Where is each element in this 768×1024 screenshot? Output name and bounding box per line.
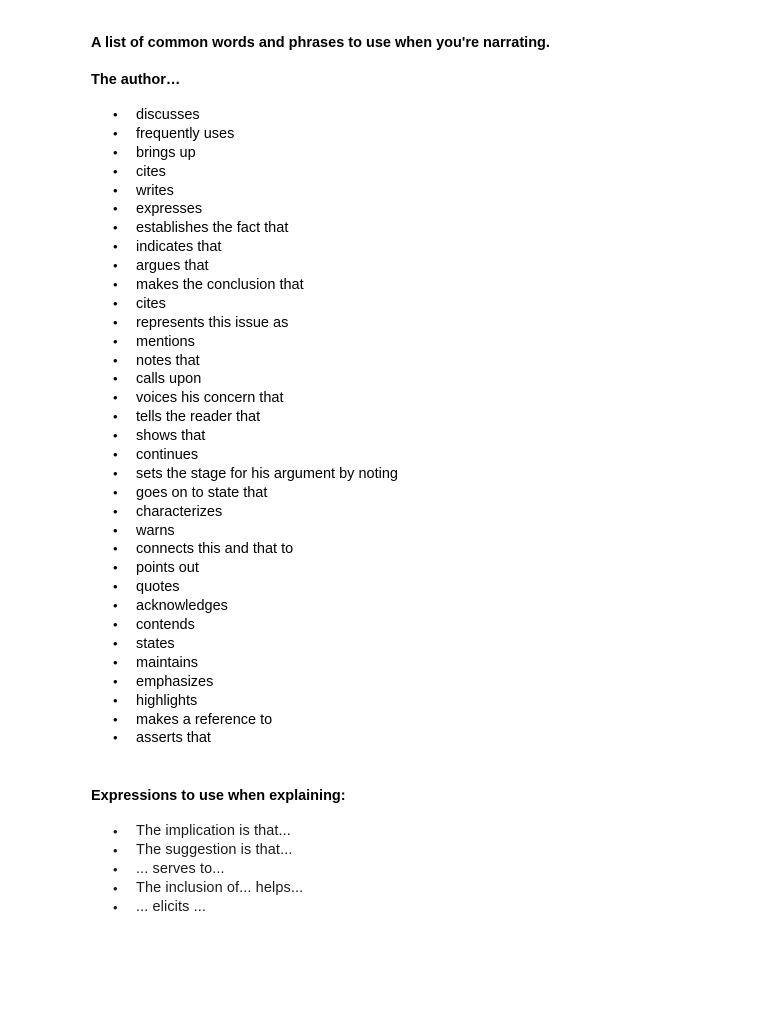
list-item-text: ... serves to... [136, 861, 225, 877]
bullet-icon: • [113, 598, 118, 614]
list-item-text: emphasizes [136, 673, 214, 690]
list-item-text: acknowledges [136, 598, 228, 615]
list-item-text: writes [136, 182, 174, 199]
bullet-icon: • [113, 465, 118, 481]
explain-heading: Expressions to use when explaining: [91, 788, 346, 804]
bullet-icon: • [113, 390, 118, 406]
bullet-icon: • [113, 107, 118, 122]
list-item-text: frequently uses [136, 125, 235, 142]
list-item-text: voices his concern that [136, 390, 284, 407]
bullet-icon: • [113, 352, 118, 368]
list-item-text: brings up [136, 144, 196, 161]
bullet-icon: • [113, 560, 118, 576]
bullet-icon: • [113, 843, 118, 858]
bullet-icon: • [113, 277, 118, 293]
bullet-icon: • [113, 522, 118, 538]
list-item-text: indicates that [136, 239, 222, 256]
bullet-icon: • [113, 409, 118, 425]
bullet-icon: • [113, 824, 118, 839]
list-item-text: warns [136, 522, 175, 539]
bullet-icon: • [113, 673, 118, 689]
bullet-icon: • [113, 900, 118, 915]
list-item-text: notes that [136, 352, 200, 369]
list-item-text: connects this and that to [136, 541, 294, 558]
list-item-text: makes the conclusion that [136, 277, 304, 294]
bullet-icon: • [113, 730, 118, 746]
list-item-text: The inclusion of... helps... [136, 880, 304, 896]
list-item-text: quotes [136, 579, 180, 596]
list-item-text: The implication is that... [136, 823, 291, 839]
bullet-icon: • [113, 862, 118, 877]
list-item-text: makes a reference to [136, 711, 273, 728]
bullet-icon: • [113, 239, 118, 255]
list-item-text: ... elicits ... [136, 899, 206, 915]
list-item-text: states [136, 635, 175, 652]
bullet-icon: • [113, 447, 118, 463]
list-item-text: establishes the fact that [136, 220, 289, 237]
list-item-text: discusses [136, 107, 200, 123]
list-item-text: tells the reader that [136, 409, 261, 426]
list-item-text: expresses [136, 201, 203, 218]
bullet-icon: • [113, 881, 118, 896]
author-heading: The author… [91, 72, 181, 88]
bullet-icon: • [113, 541, 118, 557]
list-item-text: cites [136, 295, 166, 312]
bullet-icon: • [113, 484, 118, 500]
bullet-icon: • [113, 503, 118, 519]
list-item-text: characterizes [136, 503, 223, 520]
list-item-text: continues [136, 447, 199, 464]
bullet-icon: • [113, 258, 118, 274]
bullet-icon: • [113, 201, 118, 217]
bullet-icon: • [113, 635, 118, 651]
list-item-text: goes on to state that [136, 484, 268, 501]
bullet-icon: • [113, 371, 118, 387]
list-item-text: points out [136, 560, 199, 577]
list-item-text: asserts that [136, 730, 211, 747]
document-title: A list of common words and phrases to use when you're narrating. [91, 35, 550, 51]
bullet-icon: • [113, 314, 118, 330]
bullet-icon: • [113, 692, 118, 708]
list-item-text: sets the stage for his argument by noting [136, 465, 398, 482]
list-item-text: maintains [136, 654, 199, 671]
bullet-icon: • [113, 617, 118, 633]
list-item-text: mentions [136, 333, 195, 350]
bullet-icon: • [113, 163, 118, 179]
bullet-icon: • [113, 711, 118, 727]
bullet-icon: • [113, 182, 118, 198]
bullet-icon: • [113, 428, 118, 444]
list-item-text: highlights [136, 692, 198, 709]
bullet-icon: • [113, 333, 118, 349]
bullet-icon: • [113, 579, 118, 595]
list-item-text: shows that [136, 428, 206, 445]
bullet-icon: • [113, 295, 118, 311]
list-item-text: argues that [136, 258, 209, 275]
list-item-text: cites [136, 163, 166, 180]
bullet-icon: • [113, 125, 118, 141]
list-item-text: calls upon [136, 371, 202, 388]
list-item-text: contends [136, 617, 195, 634]
bullet-icon: • [113, 144, 118, 160]
list-item-text: represents this issue as [136, 314, 289, 331]
list-item-text: The suggestion is that... [136, 842, 293, 858]
bullet-icon: • [113, 654, 118, 670]
bullet-icon: • [113, 220, 118, 236]
